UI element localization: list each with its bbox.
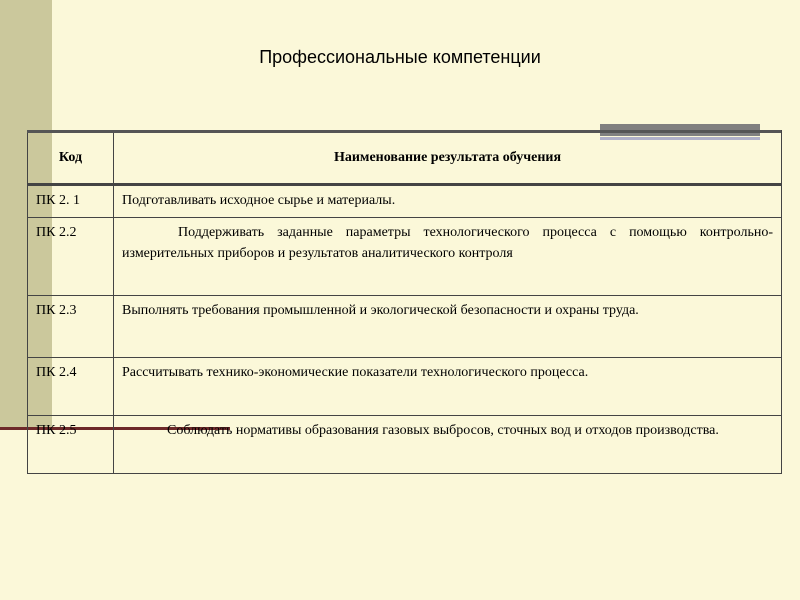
table-row xyxy=(28,358,782,416)
slide-title xyxy=(0,47,800,68)
slide-title-text: Профессиональные компетенции xyxy=(259,47,541,67)
competencies-table-wrapper xyxy=(27,130,781,474)
header-name: Наименование результата обучения xyxy=(114,131,782,185)
header-code: Код xyxy=(28,131,114,185)
table-row xyxy=(28,185,782,218)
table-row xyxy=(28,296,782,358)
row-code: ПК 2.5 xyxy=(28,416,114,474)
row-text: Выполнять требования промышленной и экологической безопасности и охраны труда. xyxy=(114,296,782,358)
table-row xyxy=(28,218,782,296)
row-text: Подготавливать исходное сырье и материалы. xyxy=(114,185,782,218)
row-code: ПК 2.3 xyxy=(28,296,114,358)
table-header-row xyxy=(28,131,782,185)
table-row xyxy=(28,416,782,474)
competencies-table xyxy=(27,130,782,474)
row-text: Рассчитывать технико-экономические показатели технологического процесса. xyxy=(114,358,782,416)
row-text: Соблюдать нормативы образования газовых выбросов, сточных вод и отходов производства. xyxy=(114,416,782,474)
row-code: ПК 2.4 xyxy=(28,358,114,416)
row-code: ПК 2.2 xyxy=(28,218,114,296)
row-code: ПК 2. 1 xyxy=(28,185,114,218)
row-text: Поддерживать заданные параметры технологического процесса с помощью контрольно-измерительных приборов и результатов аналитического контроля xyxy=(114,218,782,296)
